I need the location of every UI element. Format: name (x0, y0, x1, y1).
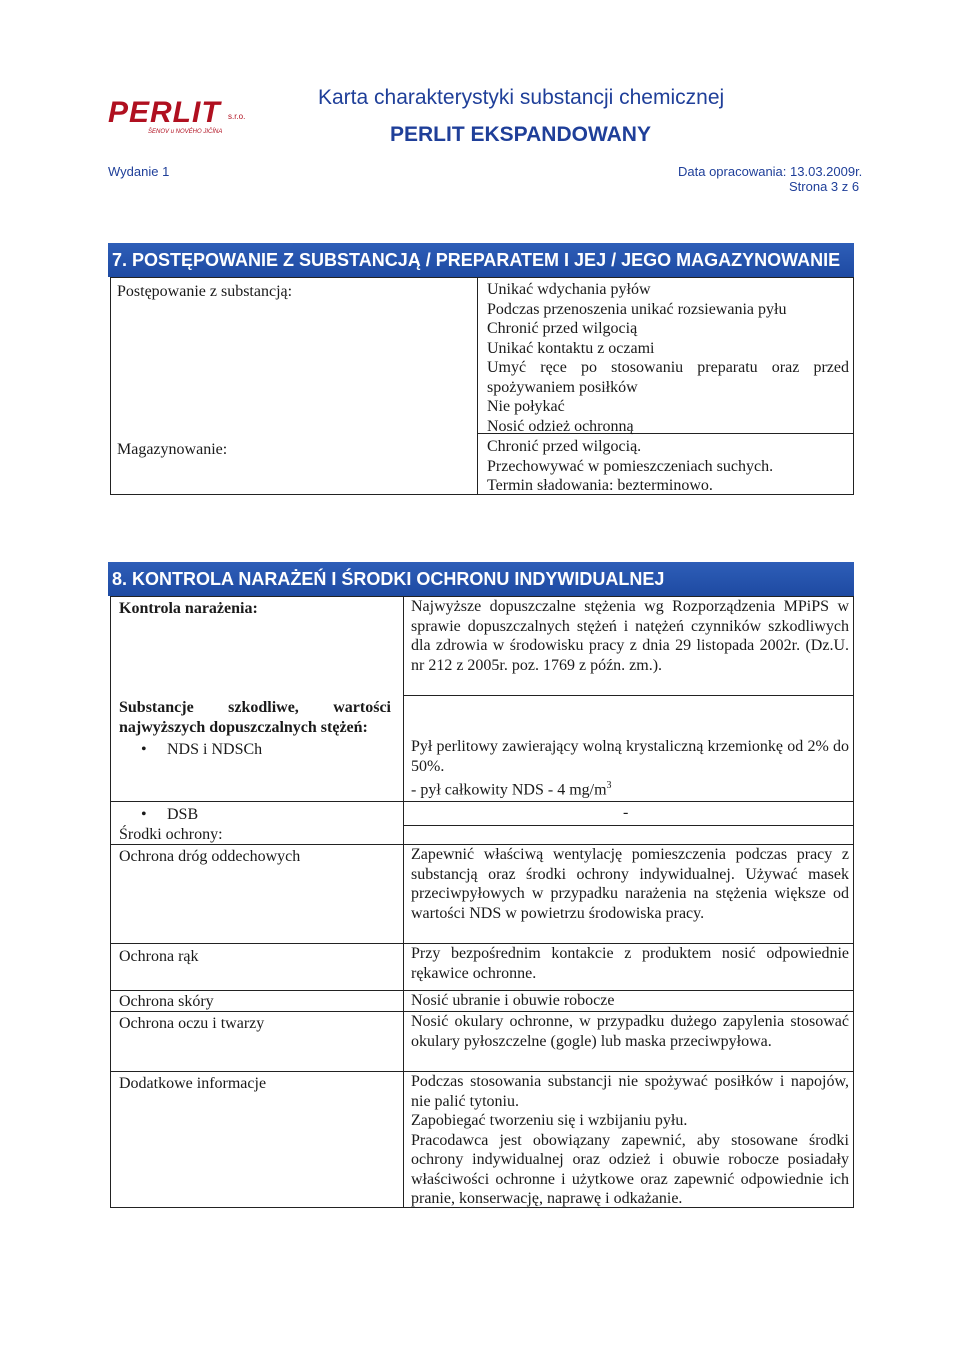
handling-item: Unikać wdychania pyłów (487, 281, 651, 298)
column-divider (403, 597, 404, 1207)
nds-value-text: - pył całkowity NDS - 4 mg/m (411, 781, 607, 799)
additional-info-label: Dodatkowe informacje (119, 1075, 267, 1092)
bullet-icon (141, 806, 167, 823)
logo-text: PERLIT (108, 96, 221, 129)
nds-value (411, 776, 849, 800)
company-logo (108, 96, 246, 140)
skin-protection-label: Ochrona skóry (119, 993, 214, 1010)
handling-item: Nosić odzież ochronną (487, 417, 634, 435)
product-name: PERLIT EKSPANDOWANY (390, 123, 651, 146)
bullet-icon (141, 741, 167, 758)
hand-protection-text: Przy bezpośrednim kontakcie z produktem nosić odpowiednie rękawice ochronne. (411, 945, 849, 982)
handling-item: Umyć ręce po stosowaniu preparatu oraz przed spożywaniem posiłków (487, 359, 849, 396)
handling-list (487, 280, 849, 436)
nds-label-text: NDS i NDSCh (167, 741, 263, 758)
edition-label: Wydanie 1 (108, 164, 170, 179)
additional-info-content (411, 1072, 849, 1209)
preparation-date: Data opracowania: 13.03.2009r. (678, 164, 863, 179)
column-divider (477, 278, 478, 494)
protection-measures-label: Środki ochrony: (119, 826, 223, 843)
additional-info-text: Podczas stosowania substancji nie spożywać posiłków i napojów, nie palić tytoniu. (411, 1073, 849, 1110)
handling-item: Unikać kontaktu z oczami (487, 339, 655, 357)
skin-protection-text: Nosić ubranie i obuwie robocze (411, 992, 615, 1009)
eye-protection-label: Ochrona oczu i twarzy (119, 1015, 265, 1032)
additional-info-text: Zapobiegać tworzeniu się i wzbijaniu pyłu. (411, 1112, 688, 1129)
respiratory-protection-text: Zapewnić właściwą wentylację pomieszczenia podczas pracy z substancją oraz środki ochrony indywidualnej. Używać masek przeciwpyłowych w przypadku narażenia na stężenia większe od wartości NDS w powietrzu środowiska pracy. (411, 846, 849, 922)
harmful-substances-label: Substancje szkodliwe, wartości najwyższych dopuszczalnych stężeń: (119, 699, 391, 736)
nds-text: Pył perlitowy zawierający wolną krystaliczną krzemionkę od 2% do 50%. (411, 738, 849, 775)
handling-item: Nie połykać (487, 398, 565, 415)
section-7-heading: 7. POSTĘPOWANIE Z SUBSTANCJĄ / PREPARATEM I JEJ / JEGO MAGAZYNOWANIE (108, 243, 854, 277)
eye-protection-text: Nosić okulary ochronne, w przypadku dużego zapylenia stosować okulary pyłoszczelne (gogle) lub maska przeciwpyłowa. (411, 1013, 849, 1050)
dsb-value: - (623, 804, 629, 821)
storage-list (487, 437, 849, 496)
nds-content (411, 737, 849, 800)
section-8-heading: 8. KONTROLA NARAŻEŃ I ŚRODKI OCHRONU INDYWIDUALNEJ (108, 562, 854, 596)
additional-info-text: Pracodawca jest obowiązany zapewnić, aby stosowane środki ochrony indywidualnej oraz odzież i obuwie robocze posiadały właściwości ochronne i użytkowe oraz zapewnić odpowiednie ich pranie, konserwację, naprawę i odkażanie. (411, 1131, 849, 1207)
storage-item: Przechowywać w pomieszczeniach suchych. (487, 457, 774, 475)
storage-label: Magazynowanie: (117, 441, 228, 458)
section-7-table (110, 277, 854, 495)
nds-value-superscript: 3 (606, 780, 612, 791)
row-divider (111, 801, 853, 802)
document-title: Karta charakterystyki substancji chemicznej (318, 86, 725, 109)
dsb-label (141, 805, 198, 825)
handling-item: Podczas przenoszenia unikać rozsiewania pyłu (487, 300, 787, 318)
handling-item: Chronić przed wilgocią (487, 320, 638, 337)
logo-subtext: ŠENOV u NOVÉHO JIČÍNA (148, 129, 223, 135)
nds-label (141, 740, 262, 760)
storage-item: Termin sładowania: bezterminowo. (487, 477, 713, 494)
respiratory-protection-label: Ochrona dróg oddechowych (119, 848, 301, 865)
storage-item: Chronić przed wilgocią. (487, 438, 642, 455)
logo-suffix: s.r.o. (228, 112, 246, 121)
hand-protection-label: Ochrona rąk (119, 948, 199, 965)
exposure-control-text: Najwyższe dopuszczalne stężenia wg Rozporządzenia MPiPS w sprawie dopuszczalnych stężeń i natężeń czynników szkodliwych dla zdrowia w środowisku pracy z dnia 29 listopada 2002r. (Dz.U. nr 212 z 2005r. poz. 1769 z późn. zm.). (411, 598, 849, 674)
page-number: Strona 3 z 6 (789, 179, 860, 194)
dsb-label-text: DSB (167, 806, 199, 823)
row-divider (403, 695, 853, 696)
handling-label: Postępowanie z substancją: (117, 283, 293, 300)
row-divider (403, 825, 853, 826)
exposure-control-label: Kontrola narażenia: (119, 600, 258, 617)
section-8-table (110, 596, 854, 1208)
